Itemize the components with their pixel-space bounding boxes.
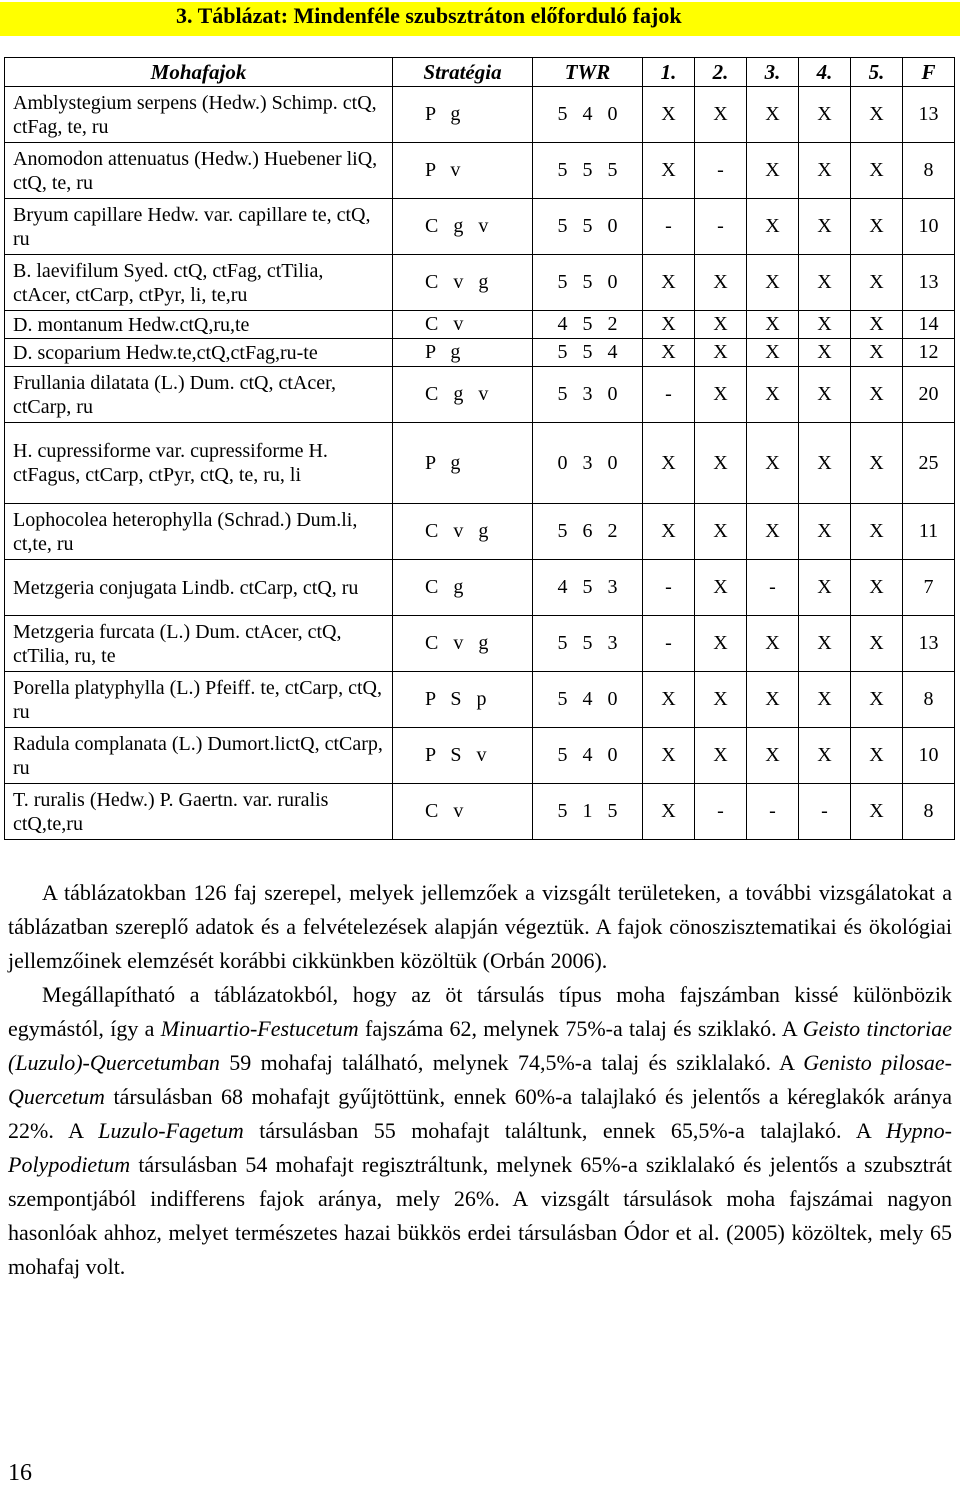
col-4-cell: X xyxy=(799,311,851,339)
col-4-cell: X xyxy=(799,199,851,255)
table-row xyxy=(5,784,955,840)
strategy-cell: P g xyxy=(393,423,533,504)
col-2-cell: X xyxy=(695,616,747,672)
strategy-cell: C v g xyxy=(393,504,533,560)
frequency-cell: 8 xyxy=(903,672,955,728)
strategy-cell: P g xyxy=(393,87,533,143)
frequency-cell: 12 xyxy=(903,339,955,367)
species-cell: Metzgeria furcata (L.) Dum. ctAcer, ctQ, ctTilia, ru, te xyxy=(5,616,393,672)
col-5-cell: X xyxy=(851,728,903,784)
col-1-cell: X xyxy=(643,87,695,143)
species-cell: Amblystegium serpens (Hedw.) Schimp. ctQ, ctFag, te, ru xyxy=(5,87,393,143)
page-number: 16 xyxy=(8,1460,32,1486)
table-row xyxy=(5,311,955,339)
frequency-cell: 11 xyxy=(903,504,955,560)
strategy-cell: P S v xyxy=(393,728,533,784)
col-3-cell: X xyxy=(747,87,799,143)
col-2-cell: X xyxy=(695,423,747,504)
col-5-cell: X xyxy=(851,311,903,339)
twr-cell: 5 3 0 xyxy=(533,367,643,423)
col-2-cell: X xyxy=(695,87,747,143)
frequency-cell: 7 xyxy=(903,560,955,616)
table-row xyxy=(5,367,955,423)
paragraph-2: Megállapítható a táblázatokból, hogy az öt társulás típus moha fajszámban kissé különbözik egymástól, így a Minuartio-Festucetum fajszáma 62, melynek 75%-a talaj és sziklakó. A Geisto tinctoriae (Luzulo)-Quercetumban 59 mohafaj található, melynek 74,5%-a talaj és sziklalakó. A Genisto pilosae-Quercetum társulásban 68 mohafajt gyűjtöttünk, ennek 60%-a talajlakó és jelentős a kéreglakók aránya 22%. A Luzulo-Fagetum társulásban 55 mohafajt találtunk, ennek 65,5%-a talajlakó. A Hypno-Polypodietum társulásban 54 mohafajt regisztráltunk, melynek 65%-a sziklalakó és jelentős a szubsztrát szempontjából indifferens fajok aránya, mely 26%. A vizsgált társulások moha fajszámai nagyon hasonlóak ahhoz, melyet természetes hazai bükkös erdei társulásban Ódor et al. (2005) közöltek, mely 65 mohafaj volt. xyxy=(8,982,952,1279)
twr-cell: 5 4 0 xyxy=(533,672,643,728)
col-3-cell: X xyxy=(747,199,799,255)
strategy-cell: C g v xyxy=(393,367,533,423)
col-2-cell: X xyxy=(695,560,747,616)
col-5-cell: X xyxy=(851,339,903,367)
frequency-cell: 8 xyxy=(903,143,955,199)
frequency-cell: 13 xyxy=(903,616,955,672)
table-row xyxy=(5,87,955,143)
table-row xyxy=(5,560,955,616)
table-row xyxy=(5,423,955,504)
twr-cell: 4 5 3 xyxy=(533,560,643,616)
twr-cell: 5 5 0 xyxy=(533,255,643,311)
frequency-cell: 14 xyxy=(903,311,955,339)
col-2-cell: X xyxy=(695,367,747,423)
col-4-cell: X xyxy=(799,255,851,311)
frequency-cell: 20 xyxy=(903,367,955,423)
header-col-2: 2. xyxy=(695,58,747,87)
strategy-cell: C v xyxy=(393,311,533,339)
col-4-cell: X xyxy=(799,87,851,143)
table-row xyxy=(5,728,955,784)
table-row xyxy=(5,616,955,672)
col-5-cell: X xyxy=(851,560,903,616)
col-1-cell: X xyxy=(643,423,695,504)
col-4-cell: X xyxy=(799,616,851,672)
col-4-cell: X xyxy=(799,423,851,504)
twr-cell: 5 1 5 xyxy=(533,784,643,840)
species-cell: Lophocolea heterophylla (Schrad.) Dum.li, ct,te, ru xyxy=(5,504,393,560)
header-twr: TWR xyxy=(533,58,643,87)
header-col-1: 1. xyxy=(643,58,695,87)
col-3-cell: X xyxy=(747,423,799,504)
species-cell: D. montanum Hedw.ctQ,ru,te xyxy=(5,311,393,339)
twr-cell: 5 5 3 xyxy=(533,616,643,672)
species-cell: H. cupressiforme var. cupressiforme H. ctFagus, ctCarp, ctPyr, ctQ, te, ru, li xyxy=(5,423,393,504)
twr-cell: 5 6 2 xyxy=(533,504,643,560)
table-row xyxy=(5,255,955,311)
col-3-cell: X xyxy=(747,339,799,367)
col-3-cell: - xyxy=(747,784,799,840)
table-row xyxy=(5,199,955,255)
col-5-cell: X xyxy=(851,672,903,728)
strategy-cell: C v g xyxy=(393,255,533,311)
strategy-cell: C v xyxy=(393,784,533,840)
col-5-cell: X xyxy=(851,784,903,840)
table-row xyxy=(5,143,955,199)
col-2-cell: - xyxy=(695,143,747,199)
species-cell: Metzgeria conjugata Lindb. ctCarp, ctQ, ru xyxy=(5,560,393,616)
col-2-cell: - xyxy=(695,199,747,255)
col-5-cell: X xyxy=(851,367,903,423)
col-1-cell: X xyxy=(643,143,695,199)
col-3-cell: - xyxy=(747,560,799,616)
species-cell: T. ruralis (Hedw.) P. Gaertn. var. ruralis ctQ,te,ru xyxy=(5,784,393,840)
twr-cell: 5 5 5 xyxy=(533,143,643,199)
species-cell: B. laevifilum Syed. ctQ, ctFag, ctTilia, ctAcer, ctCarp, ctPyr, li, te,ru xyxy=(5,255,393,311)
col-4-cell: - xyxy=(799,784,851,840)
col-1-cell: X xyxy=(643,728,695,784)
col-3-cell: X xyxy=(747,728,799,784)
strategy-cell: C v g xyxy=(393,616,533,672)
twr-cell: 0 3 0 xyxy=(533,423,643,504)
col-4-cell: X xyxy=(799,339,851,367)
col-4-cell: X xyxy=(799,728,851,784)
table-row xyxy=(5,339,955,367)
header-frequency: F xyxy=(903,58,955,87)
col-4-cell: X xyxy=(799,504,851,560)
col-1-cell: X xyxy=(643,784,695,840)
col-5-cell: X xyxy=(851,255,903,311)
frequency-cell: 10 xyxy=(903,728,955,784)
col-4-cell: X xyxy=(799,560,851,616)
col-2-cell: X xyxy=(695,255,747,311)
strategy-cell: C g v xyxy=(393,199,533,255)
col-5-cell: X xyxy=(851,87,903,143)
col-3-cell: X xyxy=(747,616,799,672)
header-col-3: 3. xyxy=(747,58,799,87)
col-1-cell: - xyxy=(643,367,695,423)
paragraph-1: A táblázatokban 126 faj szerepel, melyek jellemzőek a vizsgált területeken, a további vizsgálatokat a táblázatban szereplő adatok és a felvételezések alapján végeztük. A fajok cönoszisztematikai és ökológiai jellemzőinek elemzését korábbi cikkünkben közöltük (Orbán 2006). xyxy=(8,880,952,973)
col-2-cell: X xyxy=(695,504,747,560)
header-col-4: 4. xyxy=(799,58,851,87)
col-1-cell: X xyxy=(643,672,695,728)
col-1-cell: X xyxy=(643,504,695,560)
species-table xyxy=(4,57,955,840)
col-1-cell: X xyxy=(643,255,695,311)
col-3-cell: X xyxy=(747,255,799,311)
col-5-cell: X xyxy=(851,199,903,255)
col-3-cell: X xyxy=(747,672,799,728)
twr-cell: 5 5 0 xyxy=(533,199,643,255)
body-text xyxy=(8,876,952,1284)
col-2-cell: - xyxy=(695,784,747,840)
col-2-cell: X xyxy=(695,672,747,728)
frequency-cell: 10 xyxy=(903,199,955,255)
col-3-cell: X xyxy=(747,143,799,199)
col-3-cell: X xyxy=(747,504,799,560)
col-2-cell: X xyxy=(695,339,747,367)
table-header-row xyxy=(5,58,955,87)
col-4-cell: X xyxy=(799,367,851,423)
col-2-cell: X xyxy=(695,311,747,339)
col-1-cell: X xyxy=(643,339,695,367)
header-col-5: 5. xyxy=(851,58,903,87)
col-1-cell: X xyxy=(643,311,695,339)
twr-cell: 5 4 0 xyxy=(533,87,643,143)
strategy-cell: P S p xyxy=(393,672,533,728)
col-5-cell: X xyxy=(851,504,903,560)
col-5-cell: X xyxy=(851,143,903,199)
twr-cell: 5 5 4 xyxy=(533,339,643,367)
twr-cell: 4 5 2 xyxy=(533,311,643,339)
frequency-cell: 13 xyxy=(903,87,955,143)
twr-cell: 5 4 0 xyxy=(533,728,643,784)
col-1-cell: - xyxy=(643,560,695,616)
strategy-cell: P g xyxy=(393,339,533,367)
strategy-cell: P v xyxy=(393,143,533,199)
col-5-cell: X xyxy=(851,423,903,504)
frequency-cell: 8 xyxy=(903,784,955,840)
col-5-cell: X xyxy=(851,616,903,672)
table-row xyxy=(5,672,955,728)
col-1-cell: - xyxy=(643,199,695,255)
species-cell: Anomodon attenuatus (Hedw.) Huebener liQ, ctQ, te, ru xyxy=(5,143,393,199)
frequency-cell: 25 xyxy=(903,423,955,504)
col-4-cell: X xyxy=(799,143,851,199)
col-3-cell: X xyxy=(747,311,799,339)
col-2-cell: X xyxy=(695,728,747,784)
col-1-cell: - xyxy=(643,616,695,672)
col-4-cell: X xyxy=(799,672,851,728)
table-row xyxy=(5,504,955,560)
header-species: Mohafajok xyxy=(5,58,393,87)
header-strategy: Stratégia xyxy=(393,58,533,87)
species-cell: Bryum capillare Hedw. var. capillare te, ctQ, ru xyxy=(5,199,393,255)
species-cell: Frullania dilatata (L.) Dum. ctQ, ctAcer, ctCarp, ru xyxy=(5,367,393,423)
table-title: 3. Táblázat: Mindenféle szubsztráton előforduló fajok xyxy=(0,2,960,36)
strategy-cell: C g xyxy=(393,560,533,616)
species-cell: Porella platyphylla (L.) Pfeiff. te, ctCarp, ctQ, ru xyxy=(5,672,393,728)
species-cell: D. scoparium Hedw.te,ctQ,ctFag,ru-te xyxy=(5,339,393,367)
frequency-cell: 13 xyxy=(903,255,955,311)
species-cell: Radula complanata (L.) Dumort.lictQ, ctCarp, ru xyxy=(5,728,393,784)
col-3-cell: X xyxy=(747,367,799,423)
